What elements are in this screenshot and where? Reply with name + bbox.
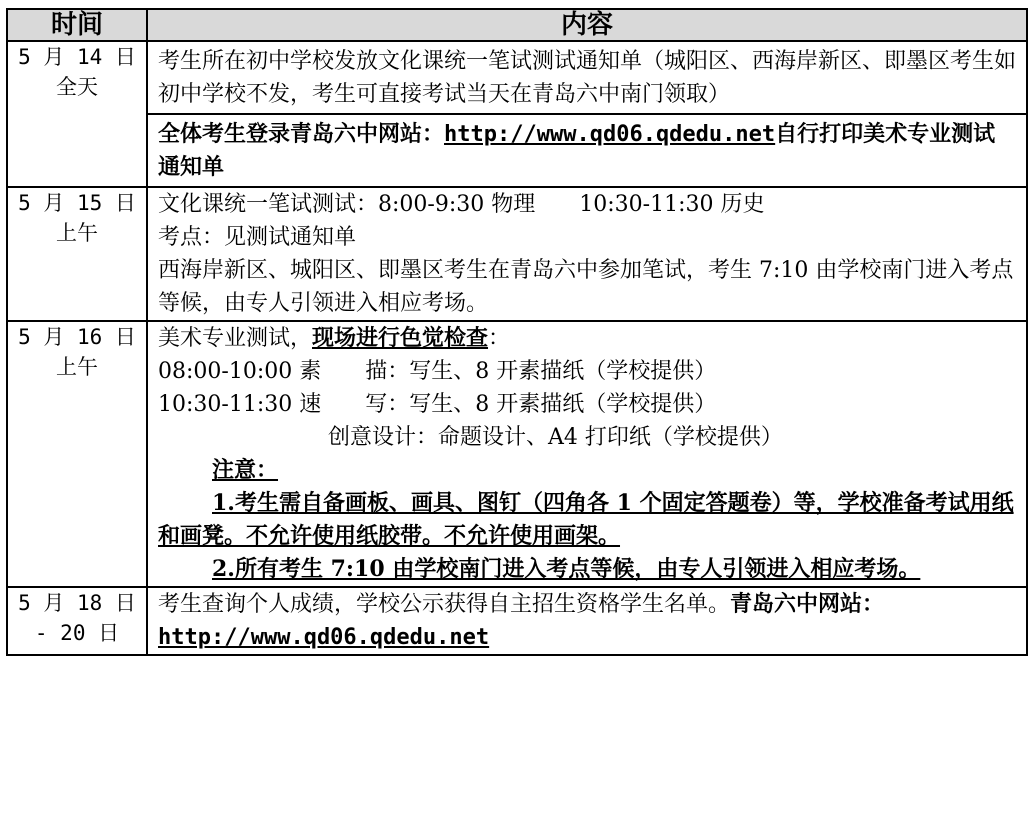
date-text: 5 月 18 日	[18, 591, 136, 615]
results-text: 考生查询个人成绩，学校公示获得自主招生资格学生名单。	[158, 592, 731, 617]
table-row	[7, 321, 1027, 587]
time-cell	[7, 587, 147, 655]
period-text: 上午	[56, 221, 98, 245]
note-2: 2.所有考生 7:10 由学校南门进入考点等候，由专人引领进入相应考场。	[212, 556, 921, 582]
content-cell	[147, 187, 1027, 321]
website-label: 青岛六中网站：	[730, 591, 885, 617]
content-cell	[147, 587, 1027, 655]
schedule-table	[6, 8, 1028, 656]
time-cell	[7, 187, 147, 321]
intro-colon: ：	[488, 326, 511, 351]
note-1: 1.考生需自备画板、画具、图钉（四角各 1 个固定答题卷）等，学校准备考试用纸和画凳。不允许使用纸胶带。不允许使用画架。	[158, 490, 1014, 549]
header-row	[7, 9, 1027, 41]
exam-site-line: 考点：见测试通知单	[158, 225, 357, 250]
header-time: 时间	[7, 9, 147, 41]
date-text: 5 月 15 日	[18, 191, 136, 215]
website-paragraph	[148, 115, 1026, 186]
website-link[interactable]: http://www.qd06.qdedu.net	[444, 122, 776, 147]
period-text: 上午	[56, 355, 98, 379]
date-text: 5 月 14 日	[18, 45, 136, 69]
art-test-intro	[158, 322, 1016, 355]
color-check-text: 现场进行色觉检查	[312, 325, 489, 351]
exam-note: 西海岸新区、城阳区、即墨区考生在青岛六中参加笔试，考生 7:10 由学校南门进入考点等候，由专人引领进入相应考场。	[158, 258, 1014, 316]
date-text: 5 月 16 日	[18, 325, 136, 349]
website-suffix: 自行打印美术专业测试通知单	[158, 121, 996, 180]
content-cell	[147, 41, 1027, 187]
time-cell	[7, 321, 147, 587]
exam-time-line: 文化课统一笔试测试：8:00-9:30 物理 10:30-11:30 历史	[158, 192, 765, 217]
sketch-line: 08:00-10:00 素 描：写生、8 开素描纸（学校提供）	[158, 359, 717, 384]
note-title: 注意：	[212, 457, 279, 483]
website-link[interactable]: http://www.qd06.qdedu.net	[158, 625, 490, 650]
period-text: - 20 日	[34, 621, 120, 645]
creative-design-line: 创意设计：命题设计、A4 打印纸（学校提供）	[328, 425, 783, 450]
notice-paragraph: 考生所在初中学校发放文化课统一笔试测试通知单（城阳区、西海岸新区、即墨区考生如初中学校不发，考生可直接考试当天在青岛六中南门领取）	[148, 42, 1026, 115]
quick-sketch-line: 10:30-11:30 速 写：写生、8 开素描纸（学校提供）	[158, 392, 717, 417]
table-row	[7, 587, 1027, 655]
content-cell	[147, 321, 1027, 587]
website-prefix: 全体考生登录青岛六中网站：	[158, 121, 445, 147]
time-cell	[7, 41, 147, 187]
table-row	[7, 41, 1027, 187]
period-text: 全天	[56, 75, 98, 99]
header-content: 内容	[147, 9, 1027, 41]
table-row	[7, 187, 1027, 321]
intro-text: 美术专业测试，	[158, 326, 313, 351]
